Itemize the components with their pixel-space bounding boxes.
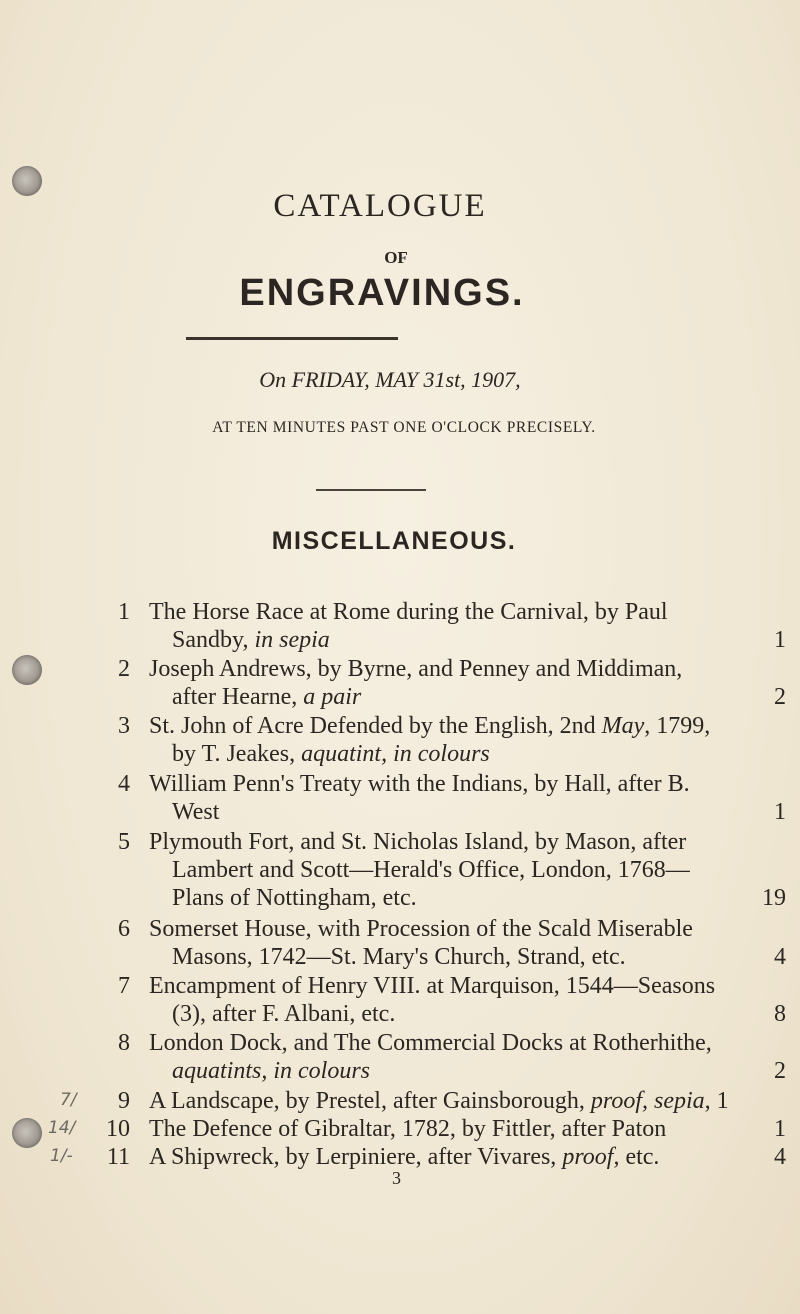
lot-number: 9	[118, 1088, 130, 1114]
lot-number: 7	[118, 973, 130, 999]
lot-quantity: 1	[774, 627, 786, 653]
lot-number: 11	[106, 1144, 130, 1170]
lot-number: 1	[118, 599, 130, 625]
lot-number: 2	[118, 656, 130, 682]
lot-entry	[0, 770, 800, 826]
page-number: 3	[392, 1168, 401, 1188]
lot-description: A Shipwreck, by Lerpiniere, after Vivares, proof, etc.	[149, 1144, 660, 1170]
lot-description-cont: after Hearne, a pair	[172, 684, 362, 710]
pencil-annotation: 7/	[60, 1090, 77, 1110]
lot-description: Somerset House, with Procession of the Scald Miserable	[149, 916, 693, 942]
pencil-annotation: 1/-	[50, 1146, 73, 1166]
lot-quantity: 1	[774, 1116, 786, 1142]
lot-entry	[0, 1029, 800, 1085]
lot-description: A Landscape, by Prestel, after Gainsborough, proof, sepia, 1	[149, 1088, 729, 1114]
lot-number: 6	[118, 916, 130, 942]
sale-time: AT TEN MINUTES PAST ONE O'CLOCK PRECISELY.	[212, 419, 596, 436]
engravings-heading: ENGRAVINGS.	[239, 272, 525, 314]
lot-description-cont: (3), after F. Albani, etc.	[172, 1001, 396, 1027]
lot-quantity: 4	[774, 944, 786, 970]
lot-quantity: 19	[762, 885, 786, 911]
divider	[186, 337, 398, 340]
sale-date: On FRIDAY, MAY 31st, 1907,	[259, 367, 521, 392]
lot-description-cont: West	[172, 799, 220, 825]
lot-description-cont: Masons, 1742—St. Mary's Church, Strand, etc.	[172, 944, 626, 970]
of-heading: OF	[384, 248, 408, 267]
lot-description-cont: Sandby, in sepia	[172, 627, 330, 653]
lot-quantity: 2	[774, 684, 786, 710]
lot-description: The Defence of Gibraltar, 1782, by Fittler, after Paton	[149, 1116, 667, 1142]
lot-description: Joseph Andrews, by Byrne, and Penney and Middiman,	[149, 656, 683, 682]
divider	[316, 489, 426, 491]
lot-description: Plymouth Fort, and St. Nicholas Island, by Mason, after	[149, 829, 687, 855]
lot-entry	[0, 972, 800, 1028]
lot-description-cont: aquatints, in colours	[172, 1058, 371, 1084]
lot-entry	[0, 598, 800, 654]
lot-number: 3	[118, 713, 130, 739]
lot-description: Encampment of Henry VIII. at Marquison, 1544—Seasons	[149, 973, 716, 999]
pencil-annotation: 14/	[48, 1118, 76, 1138]
lot-description: The Horse Race at Rome during the Carnival, by Paul	[149, 599, 668, 625]
lot-entry	[0, 1087, 800, 1115]
lot-description: William Penn's Treaty with the Indians, by Hall, after B.	[149, 771, 690, 797]
lot-entry	[0, 828, 800, 912]
lot-description-cont: Plans of Nottingham, etc.	[172, 885, 417, 911]
lot-quantity: 8	[774, 1001, 786, 1027]
lot-entry	[0, 655, 800, 711]
lot-entry	[0, 1115, 800, 1143]
lot-description-cont: Lambert and Scott—Herald's Office, London, 1768—	[172, 857, 690, 883]
lot-number: 4	[118, 771, 130, 797]
lot-entry	[0, 1143, 800, 1171]
lot-quantity: 1	[774, 799, 786, 825]
lot-number: 10	[106, 1116, 130, 1142]
lot-quantity: 2	[774, 1058, 786, 1084]
lot-number: 5	[118, 829, 130, 855]
lot-entry	[0, 915, 800, 971]
lot-number: 8	[118, 1030, 130, 1056]
lot-description-cont: by T. Jeakes, aquatint, in colours	[172, 741, 490, 767]
catalogue-heading: CATALOGUE	[273, 188, 487, 224]
lot-description: St. John of Acre Defended by the English, 2nd May, 1799,	[149, 713, 711, 739]
lot-description: London Dock, and The Commercial Docks at Rotherhithe,	[149, 1030, 712, 1056]
lot-entry	[0, 712, 800, 768]
lot-quantity: 4	[774, 1144, 786, 1170]
section-heading: MISCELLANEOUS.	[271, 527, 517, 555]
